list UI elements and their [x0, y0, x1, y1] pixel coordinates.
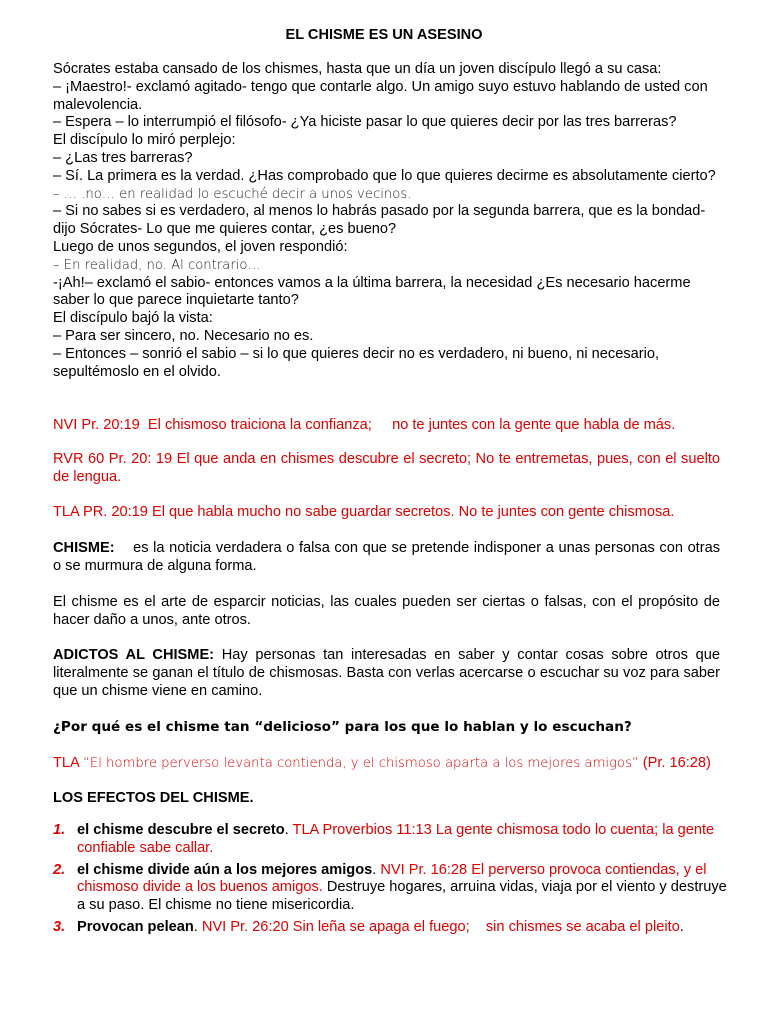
addicts-term: ADICTOS AL CHISME:	[53, 647, 215, 663]
effect-separator: .	[193, 918, 202, 935]
story-line: El discípulo bajó la vista:	[53, 310, 213, 327]
story-line: – Si no sabes si es verdadero, al menos lo habrás pasado por la segunda barrera, que es la bondad- dijo Sócrates- Lo que me quieres contar, ¿es bueno?	[53, 203, 706, 238]
effect-tail: Destruye hogares, arruina vidas, viaja por el viento y destruye a su paso. El chisme no tiene misericordia.	[77, 879, 727, 914]
effects-list	[53, 822, 728, 941]
verse-nvi-text-1: El chismoso traiciona la confianza;	[147, 417, 372, 433]
tla-quote-prefix: TLA	[53, 755, 79, 771]
story-line: – ¡Maestro!- exclamó agitado- tengo que contarle algo. Un amigo suyo estuvo hablando de usted con malevolencia.	[53, 78, 708, 113]
effect-number: 2.	[53, 861, 66, 878]
definition-term: CHISME:	[53, 540, 115, 556]
effect-verse: NVI Pr. 26:20 Sin leña se apaga el fuego; sin chismes se acaba el pleito	[201, 918, 680, 935]
effect-separator: .	[284, 822, 293, 838]
effect-item	[53, 822, 728, 858]
art-paragraph: El chisme es el arte de esparcir noticias, las cuales pueden ser ciertas o falsas, con el propósito de hacer daño a unos, ante otros.	[53, 594, 720, 628]
effect-item	[53, 862, 728, 915]
addicts-paragraph	[53, 647, 720, 700]
tla-quote	[53, 755, 720, 773]
question-heading: ¿Por qué es el chisme tan “delicioso” para los que lo hablan y lo escuchan?	[53, 719, 632, 735]
verse-nvi	[53, 417, 720, 435]
effect-number: 3.	[53, 918, 66, 935]
story-line: -¡Ah!– exclamó el sabio- entonces vamos a la última barrera, la necesidad ¿Es necesario hacerme saber lo que parece inquietarte tanto?	[53, 274, 691, 309]
addicts-text: Hay personas tan interesadas en saber y contar cosas sobre otros que literalmente se ganan el título de chismosas. Basta con verlas acercarse o escuchar su voz para saber que un chisme viene en camino.	[53, 647, 720, 699]
tla-quote-ref: (Pr. 16:28)	[642, 755, 711, 771]
effect-separator: .	[372, 861, 381, 878]
definition-paragraph	[53, 540, 720, 576]
story-line: – En realidad, no. Al contrario…	[53, 257, 261, 273]
story-line: – Sí. La primera es la verdad. ¿Has comprobado que lo que quieres decirme es absolutamente cierto?	[53, 167, 716, 184]
story-line: El discípulo lo miró perplejo:	[53, 132, 236, 149]
story-line: – Entonces – sonrió el sabio – si lo que quieres decir no es verdadero, ni bueno, ni necesario, sepultémoslo en el olvido.	[53, 345, 660, 380]
story-line: Sócrates estaba cansado de los chismes, hasta que un día un joven discípulo llegó a su casa:	[53, 61, 662, 77]
verse-nvi-text-2: no te juntes con la gente que habla de más.	[392, 417, 676, 433]
story-text	[53, 61, 728, 381]
story-line: Luego de unos segundos, el joven respondió:	[53, 238, 348, 255]
effect-title: el chisme divide aún a los mejores amigos	[77, 861, 373, 878]
story-line: – Para ser sincero, no. Necesario no es.	[53, 327, 314, 344]
effect-number: 1.	[53, 822, 66, 838]
effect-verse: NVI Pr. 16:28 El perverso provoca contiendas, y el chismoso divide a los buenos amigos.	[77, 861, 707, 896]
effect-title: el chisme descubre el secreto	[77, 822, 285, 838]
effect-title: Provocan pelean	[77, 918, 194, 935]
effect-tail: .	[679, 918, 684, 935]
verse-rvr: RVR 60 Pr. 20: 19 El que anda en chismes descubre el secreto; No te entremetas, pues, con el suelto de lengua.	[53, 451, 720, 485]
story-line: – Espera – lo interrumpió el filósofo- ¿Ya hiciste pasar lo que quieres decir por las tres barreras?	[53, 114, 677, 131]
document-title: EL CHISME ES UN ASESINO	[285, 27, 483, 43]
verse-nvi-ref: NVI Pr. 20:19	[53, 417, 140, 433]
definition-text: es la noticia verdadera o falsa con que se pretende indisponer a unas personas con otras o se murmura de alguna forma.	[53, 540, 721, 574]
effect-item	[53, 919, 728, 937]
story-line: – … .no… en realidad lo escuché decir a unos vecinos.	[53, 186, 412, 202]
tla-quote-text: “El hombre perverso levanta contienda, y el chismoso aparta a los mejores amigos”	[83, 756, 639, 771]
verse-tla: TLA PR. 20:19 El que habla mucho no sabe guardar secretos. No te juntes con gente chismosa.	[53, 504, 675, 520]
effect-verse: TLA Proverbios 11:13 La gente chismosa todo lo cuenta; la gente confiable sabe callar.	[77, 822, 715, 856]
story-line: – ¿Las tres barreras?	[53, 149, 193, 166]
effects-heading: LOS EFECTOS DEL CHISME.	[53, 790, 254, 806]
